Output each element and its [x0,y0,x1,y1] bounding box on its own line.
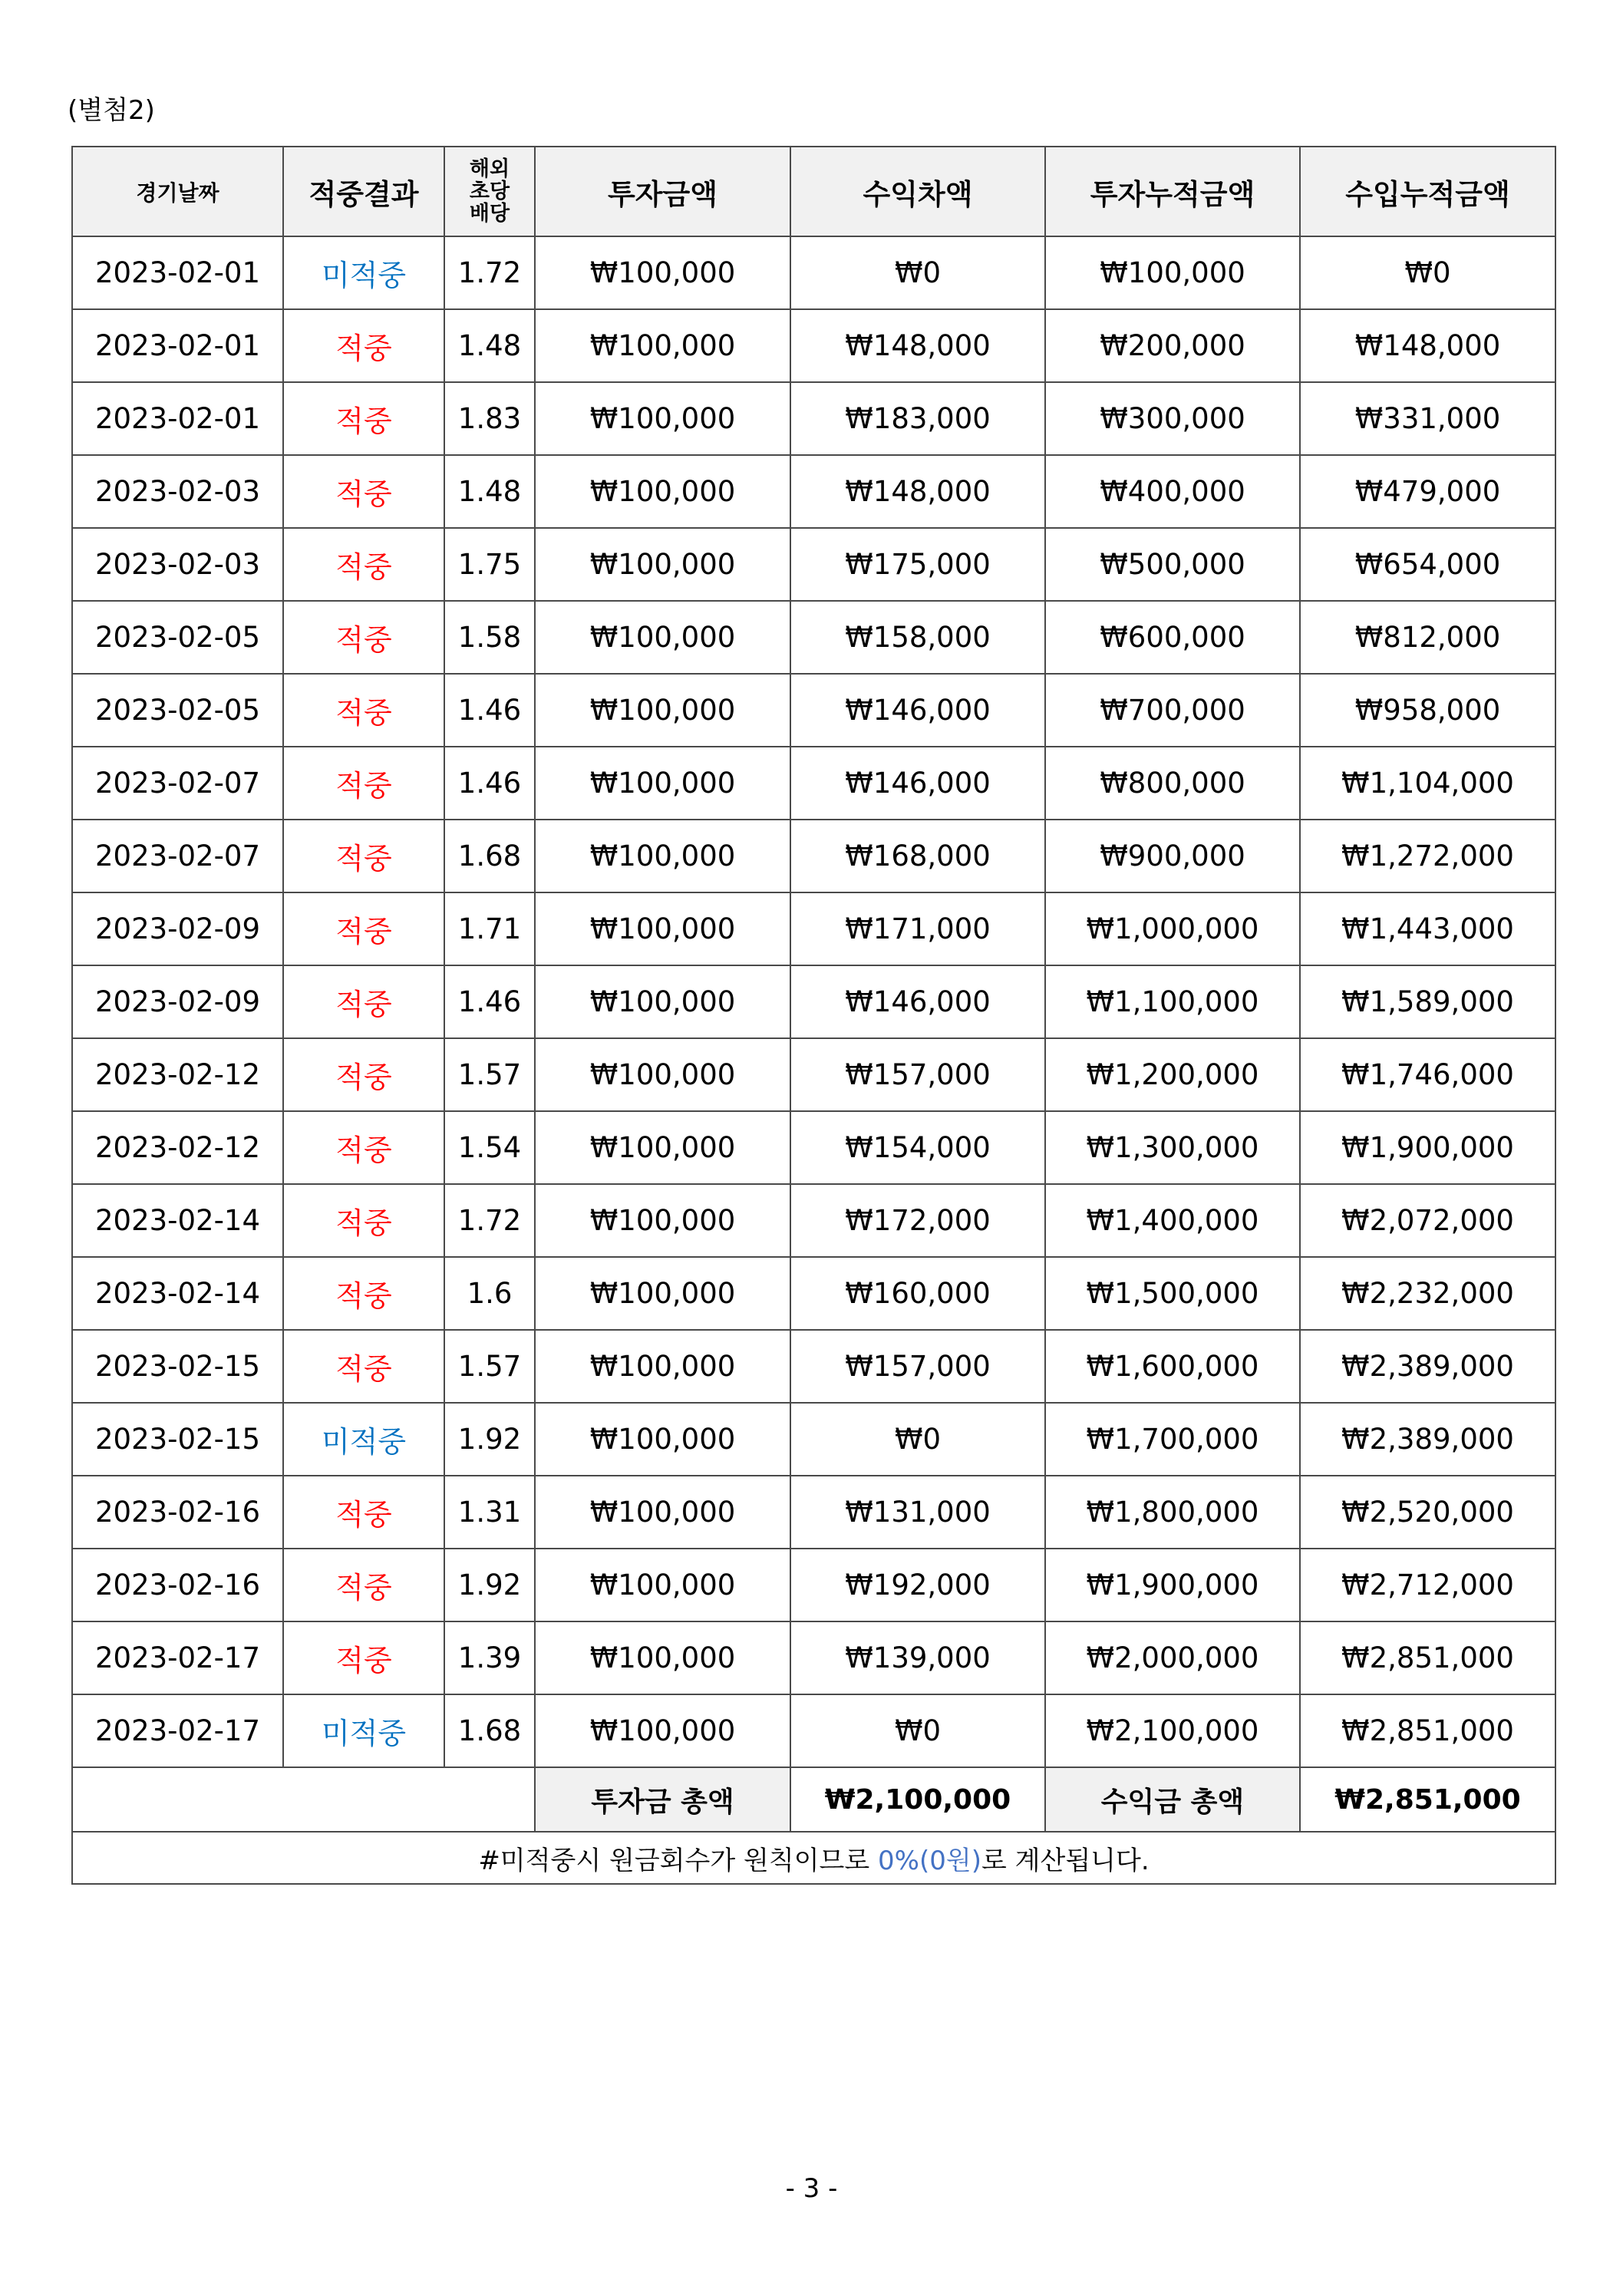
odds-cell: 1.71 [444,892,535,965]
date-cell: 2023-02-15 [72,1403,283,1476]
invest-cell: ₩100,000 [535,382,790,455]
header-profit: 수익차액 [790,147,1045,236]
summary-blank-cell [72,1767,535,1832]
odds-cell: 1.83 [444,382,535,455]
result-cell: 적중 [283,601,444,674]
result-cell: 적중 [283,1621,444,1694]
date-cell: 2023-02-05 [72,674,283,747]
table-row [72,1111,1555,1184]
cum-invest-cell: ₩1,200,000 [1045,1038,1300,1111]
date-cell: 2023-02-01 [72,309,283,382]
result-cell: 미적중 [283,236,444,309]
odds-cell: 1.46 [444,747,535,820]
date-cell: 2023-02-09 [72,965,283,1038]
cum-income-cell: ₩2,851,000 [1300,1621,1555,1694]
odds-cell: 1.58 [444,601,535,674]
result-cell: 적중 [283,1476,444,1549]
cum-income-cell: ₩331,000 [1300,382,1555,455]
date-cell: 2023-02-14 [72,1184,283,1257]
income-total-value: ₩2,851,000 [1300,1767,1555,1832]
cum-invest-cell: ₩1,500,000 [1045,1257,1300,1330]
odds-cell: 1.54 [444,1111,535,1184]
cum-income-cell: ₩2,851,000 [1300,1694,1555,1767]
header-invest: 투자금액 [535,147,790,236]
profit-cell: ₩171,000 [790,892,1045,965]
footnote-highlight: 0%(0원) [878,1845,981,1876]
table-row [72,820,1555,892]
date-cell: 2023-02-01 [72,236,283,309]
result-cell: 적중 [283,1330,444,1403]
profit-cell: ₩168,000 [790,820,1045,892]
attachment-label: (별첨2) [68,95,155,126]
invest-cell: ₩100,000 [535,674,790,747]
cum-income-cell: ₩2,072,000 [1300,1184,1555,1257]
invest-cell: ₩100,000 [535,236,790,309]
header-cum-income: 수입누적금액 [1300,147,1555,236]
table-row [72,1403,1555,1476]
cum-income-cell: ₩2,389,000 [1300,1403,1555,1476]
cum-invest-cell: ₩700,000 [1045,674,1300,747]
odds-cell: 1.31 [444,1476,535,1549]
profit-cell: ₩146,000 [790,747,1045,820]
invest-cell: ₩100,000 [535,1403,790,1476]
cum-invest-cell: ₩2,000,000 [1045,1621,1300,1694]
result-cell: 적중 [283,892,444,965]
cum-income-cell: ₩958,000 [1300,674,1555,747]
odds-cell: 1.72 [444,236,535,309]
result-cell: 적중 [283,674,444,747]
result-cell: 적중 [283,1038,444,1111]
table-row [72,382,1555,455]
date-cell: 2023-02-07 [72,747,283,820]
table-row [72,528,1555,601]
result-cell: 미적중 [283,1403,444,1476]
odds-cell: 1.75 [444,528,535,601]
cum-invest-cell: ₩500,000 [1045,528,1300,601]
cum-invest-cell: ₩1,900,000 [1045,1549,1300,1621]
odds-cell: 1.68 [444,820,535,892]
date-cell: 2023-02-01 [72,382,283,455]
date-cell: 2023-02-03 [72,528,283,601]
cum-invest-cell: ₩600,000 [1045,601,1300,674]
header-odds [444,147,535,236]
date-cell: 2023-02-17 [72,1621,283,1694]
odds-cell: 1.39 [444,1621,535,1694]
cum-invest-cell: ₩1,400,000 [1045,1184,1300,1257]
cum-income-cell: ₩2,232,000 [1300,1257,1555,1330]
result-cell: 적중 [283,455,444,528]
profit-cell: ₩183,000 [790,382,1045,455]
cum-invest-cell: ₩800,000 [1045,747,1300,820]
table-row [72,309,1555,382]
date-cell: 2023-02-05 [72,601,283,674]
invest-cell: ₩100,000 [535,528,790,601]
invest-cell: ₩100,000 [535,1621,790,1694]
table-body [72,236,1555,1767]
invest-cell: ₩100,000 [535,1476,790,1549]
cum-income-cell: ₩2,520,000 [1300,1476,1555,1549]
invest-cell: ₩100,000 [535,455,790,528]
cum-invest-cell: ₩1,300,000 [1045,1111,1300,1184]
odds-cell: 1.92 [444,1549,535,1621]
result-cell: 적중 [283,1257,444,1330]
summary-row [72,1767,1555,1832]
header-odds-line-1: 해외 [469,157,510,181]
footnote-prefix: #미적중시 원금회수가 원칙이므로 [478,1845,879,1876]
invest-cell: ₩100,000 [535,601,790,674]
cum-invest-cell: ₩100,000 [1045,236,1300,309]
cum-income-cell: ₩2,389,000 [1300,1330,1555,1403]
profit-cell: ₩139,000 [790,1621,1045,1694]
invest-cell: ₩100,000 [535,309,790,382]
invest-cell: ₩100,000 [535,1038,790,1111]
cum-invest-cell: ₩400,000 [1045,455,1300,528]
cum-income-cell: ₩812,000 [1300,601,1555,674]
table-row [72,1330,1555,1403]
profit-cell: ₩192,000 [790,1549,1045,1621]
table-row [72,674,1555,747]
cum-invest-cell: ₩200,000 [1045,309,1300,382]
cum-income-cell: ₩654,000 [1300,528,1555,601]
profit-cell: ₩146,000 [790,965,1045,1038]
cum-invest-cell: ₩1,100,000 [1045,965,1300,1038]
cum-income-cell: ₩0 [1300,236,1555,309]
header-row [72,147,1555,236]
profit-cell: ₩172,000 [790,1184,1045,1257]
profit-cell: ₩154,000 [790,1111,1045,1184]
result-cell: 적중 [283,1184,444,1257]
cum-invest-cell: ₩900,000 [1045,820,1300,892]
invest-total-value: ₩2,100,000 [790,1767,1045,1832]
odds-cell: 1.48 [444,309,535,382]
date-cell: 2023-02-16 [72,1476,283,1549]
cum-income-cell: ₩1,272,000 [1300,820,1555,892]
result-cell: 적중 [283,965,444,1038]
table-row [72,1038,1555,1111]
profit-cell: ₩0 [790,1403,1045,1476]
cum-income-cell: ₩479,000 [1300,455,1555,528]
result-cell: 미적중 [283,1694,444,1767]
profit-cell: ₩157,000 [790,1038,1045,1111]
header-result: 적중결과 [283,147,444,236]
table-row [72,236,1555,309]
date-cell: 2023-02-09 [72,892,283,965]
profit-cell: ₩175,000 [790,528,1045,601]
table-row [72,1621,1555,1694]
cum-income-cell: ₩1,900,000 [1300,1111,1555,1184]
odds-cell: 1.57 [444,1330,535,1403]
cum-income-cell: ₩148,000 [1300,309,1555,382]
table-row [72,1476,1555,1549]
invest-cell: ₩100,000 [535,1694,790,1767]
table-row [72,455,1555,528]
header-date: 경기날짜 [72,147,283,236]
profit-cell: ₩158,000 [790,601,1045,674]
odds-cell: 1.46 [444,965,535,1038]
header-odds-line-3: 배당 [469,202,510,226]
date-cell: 2023-02-12 [72,1111,283,1184]
cum-invest-cell: ₩300,000 [1045,382,1300,455]
profit-cell: ₩148,000 [790,455,1045,528]
invest-cell: ₩100,000 [535,747,790,820]
date-cell: 2023-02-16 [72,1549,283,1621]
invest-cell: ₩100,000 [535,1330,790,1403]
invest-cell: ₩100,000 [535,1549,790,1621]
invest-cell: ₩100,000 [535,892,790,965]
profit-cell: ₩131,000 [790,1476,1045,1549]
cum-income-cell: ₩2,712,000 [1300,1549,1555,1621]
profit-cell: ₩160,000 [790,1257,1045,1330]
footnote [72,1832,1555,1884]
page-number: - 3 - [785,2173,838,2204]
table-row [72,1694,1555,1767]
result-cell: 적중 [283,528,444,601]
note-row [72,1832,1555,1884]
table-row [72,1549,1555,1621]
table-row [72,747,1555,820]
cum-invest-cell: ₩1,600,000 [1045,1330,1300,1403]
date-cell: 2023-02-14 [72,1257,283,1330]
table-row [72,1257,1555,1330]
footnote-suffix: 로 계산됩니다. [981,1845,1150,1876]
invest-cell: ₩100,000 [535,1257,790,1330]
invest-total-label: 투자금 총액 [535,1767,790,1832]
cum-income-cell: ₩1,589,000 [1300,965,1555,1038]
date-cell: 2023-02-07 [72,820,283,892]
income-total-label: 수익금 총액 [1045,1767,1300,1832]
cum-income-cell: ₩1,104,000 [1300,747,1555,820]
date-cell: 2023-02-17 [72,1694,283,1767]
odds-cell: 1.72 [444,1184,535,1257]
result-cell: 적중 [283,382,444,455]
table-row [72,892,1555,965]
result-cell: 적중 [283,1549,444,1621]
cum-invest-cell: ₩2,100,000 [1045,1694,1300,1767]
invest-cell: ₩100,000 [535,1111,790,1184]
odds-cell: 1.68 [444,1694,535,1767]
result-cell: 적중 [283,747,444,820]
cum-invest-cell: ₩1,000,000 [1045,892,1300,965]
date-cell: 2023-02-03 [72,455,283,528]
result-cell: 적중 [283,309,444,382]
odds-cell: 1.46 [444,674,535,747]
invest-cell: ₩100,000 [535,1184,790,1257]
betting-result-table [71,146,1556,1885]
profit-cell: ₩0 [790,236,1045,309]
profit-cell: ₩0 [790,1694,1045,1767]
cum-income-cell: ₩1,443,000 [1300,892,1555,965]
date-cell: 2023-02-12 [72,1038,283,1111]
header-odds-line-2: 초당 [469,180,510,203]
result-cell: 적중 [283,1111,444,1184]
invest-cell: ₩100,000 [535,965,790,1038]
odds-cell: 1.48 [444,455,535,528]
odds-cell: 1.57 [444,1038,535,1111]
odds-cell: 1.92 [444,1403,535,1476]
invest-cell: ₩100,000 [535,820,790,892]
date-cell: 2023-02-15 [72,1330,283,1403]
profit-cell: ₩146,000 [790,674,1045,747]
header-cum-invest: 투자누적금액 [1045,147,1300,236]
table-row [72,601,1555,674]
odds-cell: 1.6 [444,1257,535,1330]
cum-invest-cell: ₩1,800,000 [1045,1476,1300,1549]
cum-income-cell: ₩1,746,000 [1300,1038,1555,1111]
result-cell: 적중 [283,820,444,892]
profit-cell: ₩148,000 [790,309,1045,382]
table-row [72,1184,1555,1257]
cum-invest-cell: ₩1,700,000 [1045,1403,1300,1476]
profit-cell: ₩157,000 [790,1330,1045,1403]
table-row [72,965,1555,1038]
